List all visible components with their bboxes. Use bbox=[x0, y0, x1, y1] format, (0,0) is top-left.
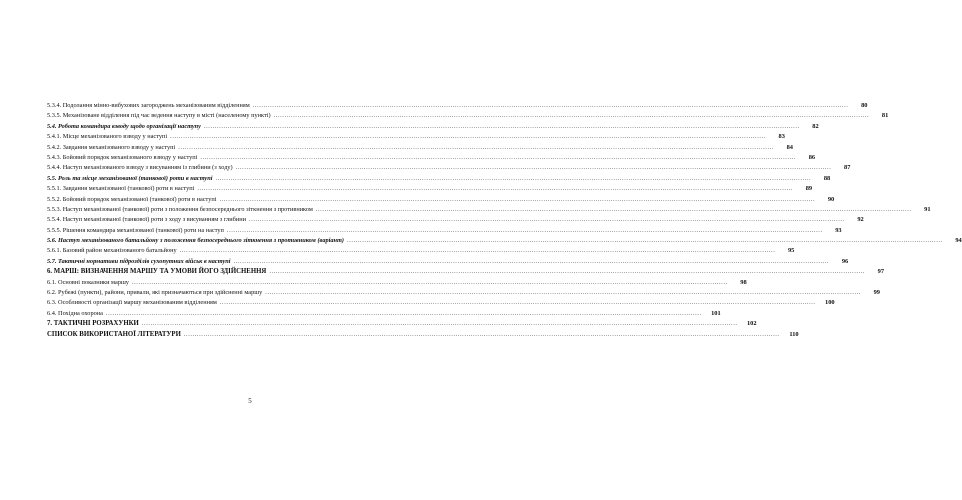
toc-entry bbox=[47, 153, 816, 163]
toc-dot-leader bbox=[184, 330, 780, 340]
toc-entry-title: 5.6. Наступ механізованого батальйону з положення безпосереднього зіткнення з противником (варіант) bbox=[47, 237, 345, 245]
toc-entry-title: 5.4.1. Місце механізованого взводу у наступі bbox=[47, 133, 168, 141]
toc-entry-page: 82 bbox=[812, 122, 819, 130]
toc-entry bbox=[47, 195, 835, 205]
page-number: 5 bbox=[248, 397, 252, 405]
toc-dot-leader bbox=[253, 101, 849, 111]
toc-entry-page: 80 bbox=[861, 101, 868, 109]
toc-entry bbox=[47, 101, 868, 111]
toc-dot-leader bbox=[249, 215, 845, 225]
toc-entry bbox=[47, 111, 889, 121]
toc-dot-leader bbox=[220, 195, 816, 205]
toc-dot-leader bbox=[200, 153, 796, 163]
toc-entry-page: 81 bbox=[881, 112, 889, 120]
toc-entry-page: 102 bbox=[746, 320, 757, 328]
toc-dot-leader bbox=[227, 226, 823, 236]
toc-entry-title: 5.4.3. Бойовий порядок механізованого взводу у наступі bbox=[47, 153, 198, 161]
toc-entry-page: 110 bbox=[789, 330, 799, 338]
toc-dot-leader bbox=[106, 309, 702, 319]
toc-entry bbox=[47, 184, 813, 194]
toc-entry-title: 5.7. Тактичні нормативи підрозділів сухопутних військ в наступі bbox=[47, 257, 231, 265]
toc-entry bbox=[47, 174, 831, 184]
toc-entry-page: 83 bbox=[778, 133, 785, 141]
toc-entry-title: 5.6.1. Базовий район механізованого батальйону bbox=[47, 247, 177, 255]
toc-entry-page: 93 bbox=[835, 226, 842, 234]
toc-dot-leader bbox=[170, 132, 766, 142]
toc-entry-page: 87 bbox=[844, 164, 851, 172]
toc-entry-page: 92 bbox=[857, 216, 864, 224]
toc-entry-title: 5.4.4. Наступ механізованого взводу з висуванням із глибини (з ходу) bbox=[47, 164, 233, 172]
toc-entry-page: 95 bbox=[787, 247, 795, 255]
toc-dot-leader bbox=[234, 257, 830, 267]
toc-entry-page: 94 bbox=[955, 237, 962, 245]
toc-dot-leader bbox=[265, 288, 861, 298]
toc-entry bbox=[47, 288, 880, 298]
toc-entry-page: 99 bbox=[873, 289, 880, 297]
toc-entry-title: 6. МАРШ: ВИЗНАЧЕННЯ МАРШУ ТА УМОВИ ЙОГО ЗДІЙСНЕННЯ bbox=[47, 268, 267, 276]
toc-entry bbox=[47, 330, 799, 340]
toc-entry-title: 5.4. Робота командира взводу щодо організації наступу bbox=[47, 122, 201, 130]
toc-dot-leader bbox=[347, 236, 943, 246]
toc-entry-title: 5.3.5. Механізоване відділення під час ведення наступу в місті (населеному пункті) bbox=[47, 112, 271, 120]
toc-entry bbox=[47, 309, 721, 319]
toc-entry-page: 97 bbox=[877, 268, 885, 276]
toc-entry-title: 5.3.4. Подолання мінно-вибухових загороджень механізованим відділенням bbox=[47, 101, 250, 109]
toc-entry-title: 5.4.2. Завдання механізованого взводу у наступі bbox=[47, 143, 176, 151]
toc-dot-leader bbox=[316, 205, 912, 215]
toc-entry-page: 91 bbox=[924, 205, 931, 213]
toc-entry-page: 84 bbox=[786, 143, 793, 151]
toc-entry bbox=[47, 246, 795, 256]
toc-dot-leader bbox=[178, 143, 774, 153]
toc-entry bbox=[47, 215, 864, 225]
toc-entry-page: 90 bbox=[827, 195, 835, 203]
toc-entry-title: СПИСОК ВИКОРИСТАНОЇ ЛІТЕРАТУРИ bbox=[47, 330, 181, 338]
toc-entry bbox=[47, 236, 962, 246]
toc-entry-title: 5.5.5. Рішення командира механізованої (танкової) роти на наступ bbox=[47, 226, 224, 234]
toc-entry-page: 88 bbox=[823, 174, 831, 182]
toc-entry-page: 100 bbox=[825, 299, 835, 307]
toc-entry-title: 6.1. Основні показники маршу bbox=[47, 278, 129, 286]
toc-entry bbox=[47, 132, 785, 142]
toc-entry-title: 6.2. Рубежі (пункти), райони, привали, які призначаються при здійсненні маршу bbox=[47, 289, 263, 297]
toc-dot-leader bbox=[220, 298, 816, 308]
table-of-contents bbox=[47, 101, 962, 340]
toc-dot-leader bbox=[204, 122, 800, 132]
toc-dot-leader bbox=[197, 184, 793, 194]
toc-entry-page: 101 bbox=[711, 309, 721, 317]
toc-dot-leader bbox=[236, 163, 832, 173]
toc-entry-title: 5.5.3. Наступ механізованої (танкової) роти з положення безпосереднього зіткнення з противником bbox=[47, 205, 313, 213]
toc-entry bbox=[47, 205, 931, 215]
toc-dot-leader bbox=[274, 111, 870, 121]
toc-entry-title: 7. ТАКТИЧНІ РОЗРАХУНКИ bbox=[47, 320, 139, 328]
toc-entry-title: 5.5.1. Завдання механізованої (танкової) роти в наступі bbox=[47, 185, 195, 193]
toc-entry bbox=[47, 163, 851, 173]
toc-entry-page: 96 bbox=[841, 257, 849, 265]
toc-entry-title: 6.3. Особливості організації маршу механізованим відділенням bbox=[47, 299, 217, 307]
toc-entry bbox=[47, 257, 849, 267]
toc-entry bbox=[47, 319, 757, 329]
toc-entry bbox=[47, 226, 842, 236]
toc-entry-title: 6.4. Похідна охорона bbox=[47, 309, 103, 317]
toc-entry bbox=[47, 122, 819, 132]
toc-entry bbox=[47, 298, 835, 308]
toc-entry-title: 5.5. Роль та місце механізованої (танкової) роти в наступі bbox=[47, 174, 213, 182]
toc-entry bbox=[47, 143, 793, 153]
toc-dot-leader bbox=[269, 267, 865, 277]
toc-dot-leader bbox=[215, 174, 811, 184]
toc-entry bbox=[47, 278, 747, 288]
toc-entry bbox=[47, 267, 885, 277]
toc-dot-leader bbox=[180, 246, 776, 256]
toc-dot-leader bbox=[132, 278, 728, 288]
toc-entry-page: 86 bbox=[808, 153, 816, 161]
toc-dot-leader bbox=[142, 319, 738, 329]
toc-entry-title: 5.5.2. Бойовий порядок механізованої (танкової) роти в наступі bbox=[47, 195, 217, 203]
toc-entry-page: 89 bbox=[805, 185, 813, 193]
toc-entry-page: 98 bbox=[740, 278, 747, 286]
toc-entry-title: 5.5.4. Наступ механізованої (танкової) роти з ходу з висуванням з глибини bbox=[47, 216, 246, 224]
